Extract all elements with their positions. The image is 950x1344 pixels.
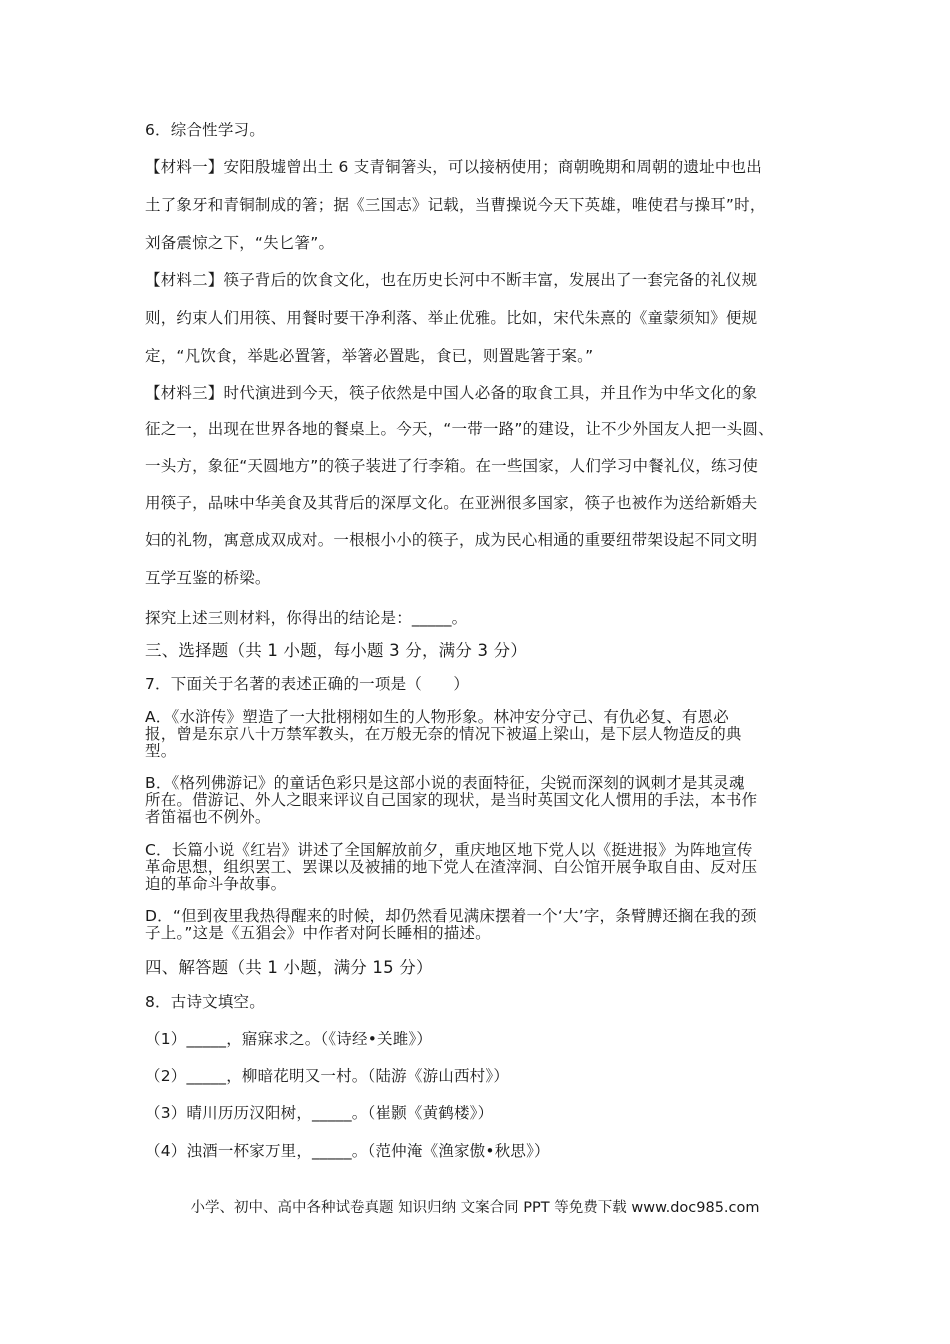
q7-option-c-line-1: C．长篇小说《红岩》讲述了全国解放前夕，重庆地区地下党人以《挺进报》为阵地宣传 — [145, 841, 753, 859]
q7-option-d-line-1: D．“但到夜里我热得醒来的时候，却仍然看见满床摆着一个‘大’字，条臂膊还搁在我的颈 — [145, 907, 757, 925]
material-3-line-5: 妇的礼物，寓意成双成对。一根根小小的筷子，成为民心相通的重要纽带架设起不同文明 — [145, 531, 758, 549]
material-3-line-2: 征之一，出现在世界各地的餐桌上。今天，“一带一路”的建设，让不少外国友人把一头圆、 — [145, 420, 774, 438]
material-1-line-2: 土了象牙和青铜制成的箸；据《三国志》记载，当曹操说今天下英雄，唯使君与操耳”时， — [145, 196, 766, 214]
q6-prompt: 探究上述三则材料，你得出的结论是：_____。 — [145, 609, 468, 627]
material-2-line-2: 则，约束人们用筷、用餐时要干净利落、举止优雅。比如，宋代朱熹的《童蒙须知》便规 — [145, 309, 758, 327]
q8-item-1: （1）_____，寤寐求之。（《诗经•关雎》） — [145, 1030, 433, 1048]
material-3-line-4: 用筷子，品味中华美食及其背后的深厚文化。在亚洲很多国家，筷子也被作为送给新婚夫 — [145, 494, 758, 512]
q6-title: 6．综合性学习。 — [145, 121, 265, 139]
q7-option-b-line-1: B．《格列佛游记》的童话色彩只是这部小说的表面特征，尖锐而深刻的讽刺才是其灵魂 — [145, 774, 745, 792]
q7-option-d-line-2: 子上。”这是《五猖会》中作者对阿长睡相的描述。 — [145, 924, 491, 942]
q8-item-3: （3）晴川历历汉阳树，_____。（崔颢《黄鹤楼》） — [145, 1104, 494, 1122]
material-3-line-1: 【材料三】时代演进到今天，筷子依然是中国人必备的取食工具，并且作为中华文化的象 — [145, 384, 758, 402]
q7-stem: 7．下面关于名著的表述正确的一项是（ ） — [145, 675, 470, 693]
material-2-line-1: 【材料二】筷子背后的饮食文化，也在历史长河中不断丰富，发展出了一套完备的礼仪规 — [145, 271, 758, 289]
q7-option-b-line-3: 者笛福也不例外。 — [145, 808, 271, 826]
section-4-title: 四、解答题（共 1 小题，满分 15 分） — [145, 958, 433, 977]
section-3-title: 三、选择题（共 1 小题，每小题 3 分，满分 3 分） — [145, 641, 528, 660]
material-1-line-3: 刘备震惊之下，“失匕箸”。 — [145, 234, 335, 252]
q7-option-a-line-2: 报，曾是东京八十万禁军教头，在万般无奈的情况下被逼上梁山，是下层人物造反的典 — [145, 725, 742, 743]
q7-option-a-line-1: A．《水浒传》塑造了一大批栩栩如生的人物形象。林冲安分守己、有仇必复、有恩必 — [145, 708, 729, 726]
q7-option-c-line-2: 革命思想，组织罢工、罢课以及被捕的地下党人在渣滓洞、白公馆开展争取自由、反对压 — [145, 858, 758, 876]
q7-option-c-line-3: 迫的革命斗争故事。 — [145, 875, 287, 893]
page-footer: 小学、初中、高中各种试卷真题 知识归纳 文案合同 PPT 等免费下载 www.doc985.com — [190, 1200, 760, 1216]
q7-option-b-line-2: 所在。借游记、外人之眼来评议自己国家的现状，是当时英国文化人惯用的手法，本书作 — [145, 791, 758, 809]
material-3-line-6: 互学互鉴的桥梁。 — [145, 569, 271, 587]
material-2-line-3: 定，“凡饮食，举匙必置箸，举箸必置匙，食已，则置匙箸于案。” — [145, 347, 594, 365]
material-1-line-1: 【材料一】安阳殷墟曾出土 6 支青铜箸头，可以接柄使用；商朝晚期和周朝的遗址中也出 — [145, 158, 762, 176]
q8-item-2: （2）_____，柳暗花明又一村。（陆游《游山西村》） — [145, 1067, 510, 1085]
q8-item-4: （4）浊酒一杯家万里，_____。（范仲淹《渔家傲•秋思》） — [145, 1142, 550, 1160]
q7-option-a-line-3: 型。 — [145, 742, 177, 760]
q8-stem: 8．古诗文填空。 — [145, 993, 265, 1011]
material-3-line-3: 一头方，象征“天圆地方”的筷子装进了行李箱。在一些国家，人们学习中餐礼仪，练习使 — [145, 457, 759, 475]
